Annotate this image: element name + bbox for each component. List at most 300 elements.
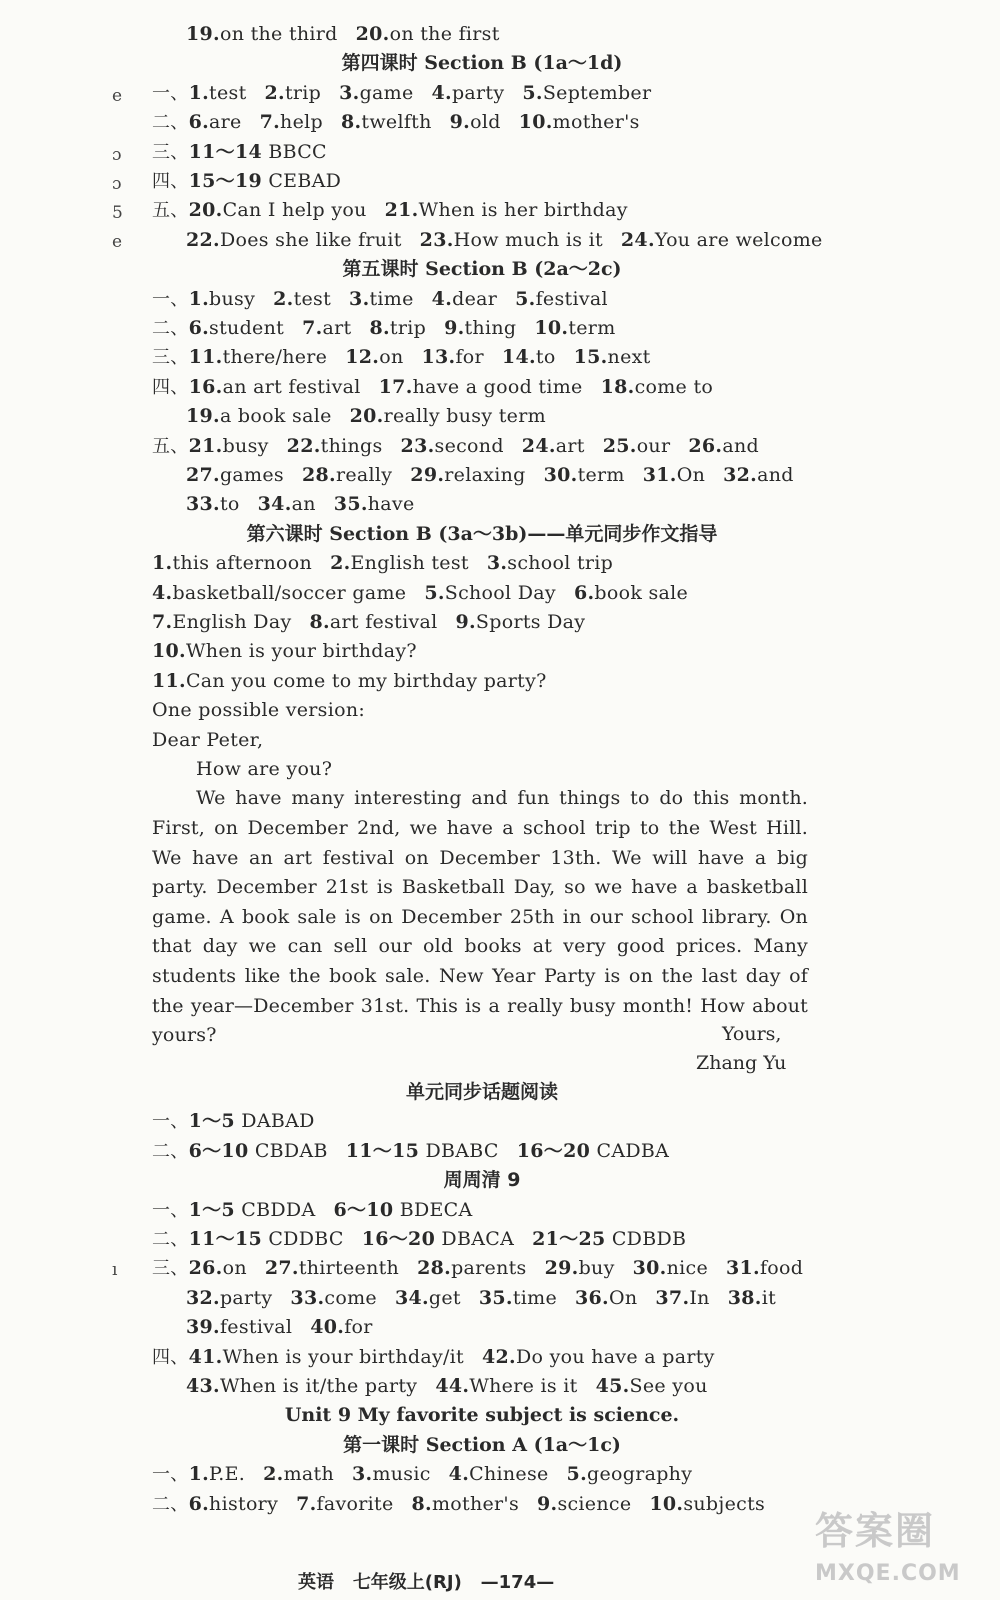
answer-item [517,1140,669,1162]
answer-text: In [689,1286,710,1309]
question-group-label: 二、 [152,1140,189,1162]
question-number: 34. [394,1286,429,1309]
answer-item [260,111,323,133]
answer-item [189,376,361,398]
answer-text: music [372,1463,431,1486]
answer-line [152,140,812,165]
question-number: 15～19 [188,170,262,192]
answer-text: it [761,1286,776,1309]
question-number: 5. [515,287,536,310]
answer-text: DBACA [435,1228,515,1250]
question-number: 8. [411,1492,432,1515]
answer-text: old [470,111,501,134]
question-number: 11～14 [188,140,262,163]
margin-mark: ı [112,1260,118,1280]
answer-line [152,1227,812,1252]
letter-body [152,784,808,1050]
answer-item [412,1493,519,1515]
question-number: 26. [688,434,723,457]
answer-line [152,198,812,223]
question-number: 30. [543,464,578,486]
answer-line [152,1462,812,1487]
question-number: 1. [188,81,210,104]
question-number: 8. [369,317,390,339]
question-number: 16. [188,375,223,398]
question-number: 3. [352,1463,373,1486]
answer-text: food [759,1257,804,1280]
margin-mark: 5 [112,203,123,223]
answer-text: for [344,1316,373,1339]
answer-item [356,23,500,45]
answer-text: come to [634,375,714,398]
question-group-label: 四、 [152,376,189,398]
answer-text: this afternoon [172,552,313,575]
question-group-label: 三、 [152,141,189,163]
question-number: 3. [339,81,360,104]
answer-line [186,1374,846,1398]
answer-text: party [451,81,505,104]
answer-item [189,1493,279,1515]
answer-item [601,376,714,398]
question-number: 9. [537,1492,558,1515]
question-number: 1. [188,1463,210,1486]
answer-item [341,111,432,133]
question-number: 1～5 [188,1198,235,1221]
answer-item [189,141,327,163]
heading-cn: 第四课时 [341,52,418,75]
answer-item [189,111,242,133]
question-number: 31. [726,1257,760,1280]
question-number: 9. [444,317,465,339]
answer-text: an [291,493,316,516]
answer-line [152,316,812,341]
answer-item [435,1375,577,1397]
answer-item [519,111,640,133]
answer-line [152,434,812,459]
answer-text: CDDBC [262,1228,344,1250]
question-number: 35. [478,1286,513,1309]
answer-item [273,288,331,310]
answer-text: our [636,434,671,457]
question-number: 28. [417,1257,452,1280]
question-number: 6～10 [188,1139,249,1162]
answer-text: CBDAB [248,1139,328,1162]
question-group-label: 五、 [152,200,189,222]
answer-item [350,405,546,427]
answer-line [152,81,812,106]
question-number: 13. [421,346,456,369]
question-number: 27. [264,1257,299,1280]
answer-text: festival [219,1316,293,1339]
answer-item [723,464,794,486]
answer-text: have a good time [412,375,583,398]
question-number: 26. [188,1257,223,1280]
answer-text: trip [389,317,427,339]
question-number: 10. [152,640,186,663]
answer-text: there/here [222,346,328,369]
question-number: 12. [345,346,380,369]
answer-item [352,1463,431,1485]
answer-item [487,552,613,574]
answer-item [189,435,269,457]
question-number: 10. [649,1492,684,1515]
answer-item [189,1110,315,1132]
answer-text: When is her birthday [418,199,628,222]
answer-item [421,346,483,368]
answer-line [186,404,846,428]
answer-text: On [676,464,706,486]
question-group-label: 三、 [152,1258,189,1280]
answer-item [643,464,705,486]
answer-text: School Day [444,581,556,604]
answer-item [152,552,312,574]
answer-item [189,1199,316,1221]
answer-text: time [512,1286,558,1309]
margin-mark: ɔ [112,174,122,194]
answer-text: P.E. [209,1463,246,1486]
question-number: 32. [186,1286,220,1309]
answer-text: come [324,1286,377,1309]
answer-item [302,317,351,339]
question-number: 11. [152,669,186,692]
section-heading [152,522,812,546]
answer-line [186,22,846,46]
question-number: 45. [595,1375,630,1397]
answer-text: to [535,346,556,369]
answer-text: September [542,81,652,104]
answer-text: You are welcome [654,228,823,251]
answer-item [265,82,322,104]
answer-text: Sports Day [475,611,586,633]
answer-text: things [320,434,383,457]
question-number: 19. [186,405,220,428]
question-number: 29. [410,464,445,486]
answer-text: CDBDB [605,1228,687,1250]
answer-text: student [209,317,285,339]
answer-line [152,1109,812,1134]
answer-item [395,1287,461,1309]
question-group-label: 一、 [152,82,189,104]
answer-text: busy [209,287,256,310]
answer-item [186,464,284,486]
answer-item [449,1463,549,1485]
answer-item [522,82,651,104]
question-group-label: 三、 [152,347,189,369]
answer-item [310,1316,372,1338]
answer-text: math [283,1463,334,1486]
answer-text: busy [222,434,269,457]
answer-item [346,1140,499,1162]
margin-mark: e [112,232,123,252]
question-number: 30. [632,1257,667,1280]
answer-item [385,199,628,221]
answer-text: When is your birthday? [185,640,417,663]
question-number: 29. [544,1257,579,1280]
answer-text: On [608,1286,638,1309]
answer-line [152,1492,812,1517]
question-number: 7. [302,317,323,339]
answer-item [152,640,417,662]
answer-item [688,435,759,457]
question-number: 17. [378,375,413,398]
letter-closing: Yours, [722,1023,782,1045]
question-number: 33. [186,493,220,516]
answer-item [349,288,414,310]
question-number: 1. [188,287,210,310]
question-number: 33. [290,1286,325,1309]
question-number: 9. [455,611,476,633]
answer-item [186,493,240,515]
answer-text: trip [284,81,322,104]
answer-text: geography [586,1463,693,1486]
answer-item [522,435,585,457]
question-number: 32. [723,464,758,486]
heading-cn: 第六课时 [246,522,323,545]
question-number: 23. [419,228,454,251]
answer-item [265,1257,399,1279]
footer-page-number: —174— [480,1572,555,1593]
answer-text: English Day [172,611,292,633]
question-number: 4. [152,581,173,604]
answer-text: Chinese [469,1463,549,1486]
answer-text: help [280,111,323,134]
answer-item [455,611,585,633]
question-group-label: 一、 [152,1111,189,1133]
question-number: 8. [340,111,362,134]
letter-intro: One possible version: [152,699,366,722]
answer-item [417,1257,527,1279]
answer-text: next [607,346,651,369]
answer-item [502,346,556,368]
answer-item [189,317,284,339]
question-number: 15. [573,346,608,369]
answer-item [575,1287,637,1309]
question-number: 21～25 [532,1228,606,1250]
question-number: 20. [355,23,390,45]
question-group-label: 四、 [152,1346,189,1368]
answer-item [189,1257,247,1279]
question-number: 2. [273,287,294,310]
answer-text: on the third [219,23,338,45]
question-number: 16～20 [516,1139,591,1162]
question-group-label: 五、 [152,435,189,457]
page-footer [298,1568,554,1594]
answer-item [655,1287,709,1309]
question-number: 2. [263,1463,284,1486]
answer-item [369,317,426,339]
answer-text: Does she like fruit [219,228,402,251]
question-number: 21. [188,434,223,457]
answer-text: game [359,81,414,104]
question-number: 43. [186,1375,220,1397]
answer-item [309,611,437,633]
heading-cn: 周周清 9 [443,1169,521,1192]
answer-text: basketball/soccer game [172,581,407,604]
question-number: 36. [575,1286,609,1309]
question-group-label: 一、 [152,288,189,310]
question-number: 3. [349,287,370,310]
question-number: 9. [449,111,471,134]
answer-line [152,1345,812,1370]
answer-item [649,1493,765,1515]
answer-text: relaxing [444,464,526,486]
answer-line [152,375,812,400]
question-number: 11～15 [345,1139,420,1162]
answer-text: an art festival [222,375,361,398]
answer-item [186,1375,417,1397]
answer-text: to [219,493,240,516]
answer-text: test [293,287,332,310]
answer-item [362,1228,514,1250]
answer-item [420,229,603,251]
heading-cn: 单元同步话题阅读 [405,1081,558,1103]
answer-item [189,1140,328,1162]
answer-text: and [722,434,759,457]
answer-text: When is your birthday/it [222,1345,464,1368]
question-number: 22. [286,434,321,457]
answer-text: festival [535,287,608,310]
answer-item [189,170,342,192]
question-number: 37. [655,1286,690,1309]
answer-text: buy [578,1257,615,1280]
answer-item [479,1287,557,1309]
question-number: 24. [521,434,556,457]
answer-text: party [219,1286,273,1309]
answer-text: are [209,111,242,134]
heading-en: Section B (3a～3b) [329,522,528,545]
answer-line [152,639,812,663]
question-number: 2. [264,81,285,104]
answer-item [334,493,415,515]
answer-item [186,23,338,45]
answer-item [330,552,469,574]
answer-item [537,1493,631,1515]
question-number: 24. [620,228,655,251]
answer-item [189,1228,344,1250]
question-number: 11～15 [188,1228,262,1250]
answer-line [152,169,812,194]
answer-line [186,1315,846,1339]
question-number: 5. [424,581,445,604]
answer-text: Where is it [469,1375,578,1397]
answer-line [152,1198,812,1223]
answer-line [152,551,812,575]
section-heading [152,1433,812,1457]
answer-text: art [322,317,352,339]
answer-item [189,1346,464,1368]
question-number: 31. [642,464,677,486]
answer-text: nice [666,1257,708,1280]
question-number: 35. [333,493,368,516]
question-group-label: 二、 [152,112,189,134]
question-group-label: 二、 [152,1493,189,1515]
answer-line [152,669,812,693]
answer-text: parents [451,1257,527,1280]
answer-text: CADBA [590,1139,670,1162]
answer-item [574,582,688,604]
answer-text: mother's [552,111,640,134]
answer-item [603,435,671,457]
answer-text: term [577,464,625,486]
answer-text: favorite [316,1492,394,1515]
answer-item [189,346,328,368]
answer-item [424,582,556,604]
question-number: 6. [188,317,210,339]
answer-item [189,199,367,221]
question-number: 16～20 [361,1228,436,1250]
answer-item [532,1228,686,1250]
answer-item [633,1257,708,1279]
question-number: 27. [186,464,220,486]
answer-item [621,229,823,251]
answer-text: second [434,434,504,457]
answer-text: time [369,287,414,310]
answer-text: games [219,464,284,486]
answer-item [296,1493,393,1515]
answer-text: dear [452,287,498,310]
answer-item [290,1287,377,1309]
answer-text: test [209,81,247,104]
answer-line [186,463,846,487]
answer-text: Can you come to my birthday party? [185,669,547,692]
answer-text: really [335,464,393,486]
answer-text: get [428,1286,461,1309]
question-group-label: 一、 [152,1464,189,1486]
answer-item [444,317,516,339]
answer-text: school trip [507,552,614,575]
question-number: 23. [400,434,435,457]
heading-cn: 第一课时 [343,1433,420,1456]
heading-tail: ——单元同步作文指导 [527,522,718,545]
question-number: 4. [431,81,452,104]
answer-item [450,111,501,133]
question-number: 6. [573,581,595,604]
question-number: 38. [727,1286,762,1309]
question-number: 42. [482,1345,516,1368]
answer-text: art [555,434,585,457]
question-number: 7. [259,111,281,134]
question-number: 21. [384,199,419,222]
section-heading [152,51,812,75]
answer-item [302,464,392,486]
question-number: 22. [186,228,220,251]
question-number: 1～5 [188,1110,235,1133]
question-number: 11. [188,346,223,369]
footer-subject: 英语 [298,1572,334,1593]
heading-en: Section B (2a～2c) [425,258,622,281]
answer-text: CBDDA [234,1198,316,1221]
question-number: 4. [448,1463,470,1486]
answer-item [482,1346,715,1368]
answer-text: Can I help you [222,199,367,222]
answer-item [726,1257,803,1279]
answer-text: book sale [594,581,689,604]
question-number: 20. [349,405,384,428]
question-number: 14. [501,346,536,369]
question-number: 6. [188,111,210,134]
heading-en: Section A (1a～1c) [425,1433,621,1456]
question-group-label: 一、 [152,1199,189,1221]
section-heading [152,1403,812,1427]
answer-text: and [757,464,794,486]
question-number: 6. [188,1492,210,1515]
answer-item [544,464,625,486]
question-number: 39. [186,1316,220,1339]
answer-text: English test [350,552,469,575]
answer-item [339,82,413,104]
margin-mark: e [112,86,123,106]
question-number: 7. [152,611,173,633]
